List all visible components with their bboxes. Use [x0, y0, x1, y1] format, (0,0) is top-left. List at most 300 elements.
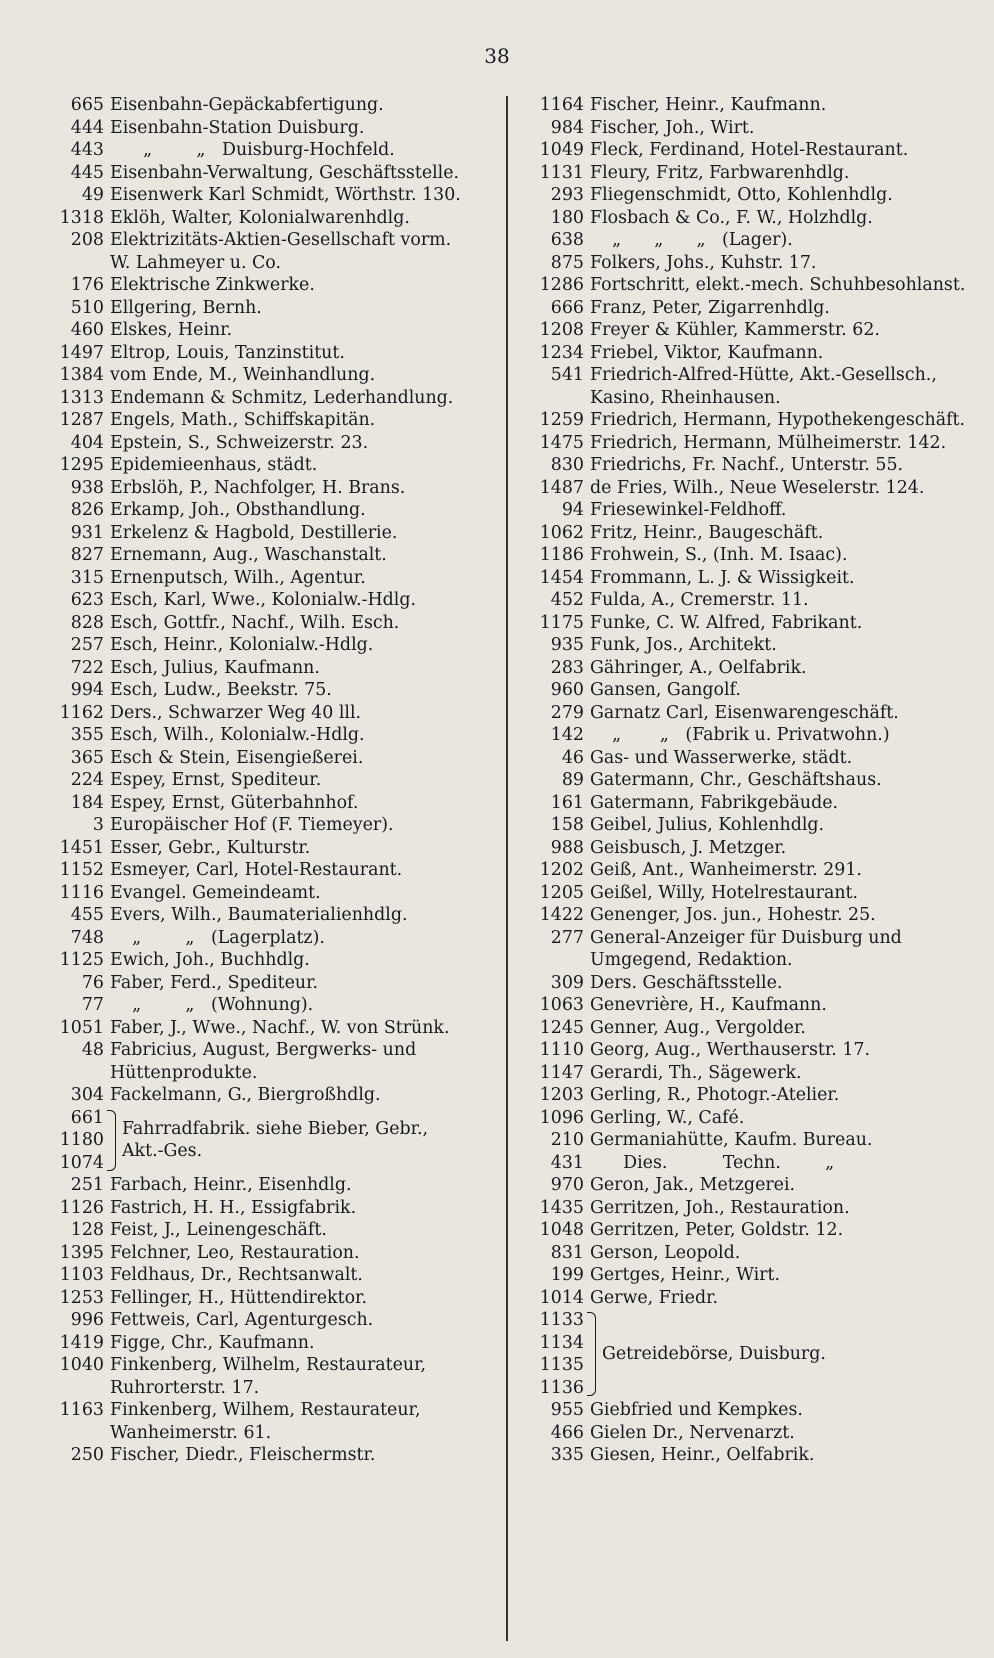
- directory-entry: [520, 814, 965, 837]
- phone-number: 623: [70, 590, 104, 610]
- entry-name: Eklöh, Walter, Kolonialwarenhdlg.: [110, 207, 410, 228]
- directory-entry: [520, 1444, 965, 1467]
- entry-name: de Fries, Wilh., Neue Weselerstr. 124.: [590, 477, 925, 498]
- entry-name: Gerritzen, Peter, Goldstr. 12.: [590, 1220, 844, 1240]
- grouped-phone-numbers: [520, 1309, 584, 1399]
- phone-number: 89: [561, 770, 584, 790]
- directory-entry: [520, 702, 965, 725]
- phone-number: 1186: [539, 545, 584, 565]
- entry-name: Fischer, Heinr., Kaufmann.: [590, 95, 827, 115]
- entry-name: Fleck, Ferdinand, Hotel-Restaurant.: [590, 140, 909, 160]
- directory-entry: [520, 162, 965, 185]
- entry-name: Franz, Peter, Zigarrenhdlg.: [590, 297, 830, 318]
- entry-name: Europäischer Hof (F. Tiemeyer).: [110, 815, 394, 835]
- entry-name: Friedrich, Hermann, Mülheimerstr. 142.: [590, 432, 947, 453]
- entry-name: Fahrradfabrik. siehe Bieber, Gebr.,: [122, 1118, 429, 1139]
- directory-entry: [40, 1354, 495, 1377]
- curly-brace: [107, 1110, 116, 1172]
- entry-name: Fischer, Joh., Wirt.: [590, 117, 755, 138]
- grouped-entry-text: [122, 1118, 428, 1163]
- phone-number: 1203: [539, 1085, 584, 1105]
- directory-entry: [520, 1242, 965, 1265]
- entry-name: Ellgering, Bernh.: [110, 297, 262, 318]
- phone-number: 1014: [539, 1287, 584, 1308]
- phone-number: 1136: [539, 1377, 584, 1398]
- entry-name: Friedrich-Alfred-Hütte, Akt.-Gesellsch.,: [590, 365, 937, 385]
- phone-number: 1134: [539, 1332, 584, 1353]
- phone-number: 335: [550, 1445, 584, 1465]
- phone-number: 199: [550, 1265, 584, 1285]
- phone-number: 1487: [539, 477, 584, 498]
- entry-name: Gähringer, A., Oelfabrik.: [590, 657, 807, 678]
- entry-name: Esch & Stein, Eisengießerei.: [110, 747, 364, 768]
- directory-entry: [520, 297, 965, 320]
- phone-number: 431: [550, 1152, 584, 1173]
- directory-entry: [40, 409, 495, 432]
- phone-number: 444: [70, 117, 104, 138]
- directory-entry: [40, 1399, 495, 1422]
- phone-number: 722: [70, 657, 104, 678]
- phone-number: 827: [70, 545, 104, 565]
- phone-number: 1152: [59, 860, 104, 880]
- directory-entry: [520, 1287, 965, 1310]
- directory-entry: [520, 1129, 965, 1152]
- entry-name: Fritz, Heinr., Baugeschäft.: [590, 522, 824, 543]
- directory-entry: [520, 1197, 965, 1220]
- directory-entry: [520, 567, 965, 590]
- phone-number: 460: [70, 320, 104, 340]
- entry-name: Gatermann, Fabrikgebäude.: [590, 792, 839, 813]
- grouped-entry-text: [602, 1343, 826, 1366]
- phone-number: 279: [550, 702, 584, 723]
- entry-name: Farbach, Heinr., Eisenhdlg.: [110, 1175, 352, 1195]
- phone-number: 184: [70, 792, 104, 813]
- directory-entry: [40, 994, 495, 1017]
- entry-name: Friedrich, Hermann, Hypothekengeschäft.: [590, 410, 965, 430]
- entry-name: Finkenberg, Wilhem, Restaurateur,: [110, 1400, 421, 1420]
- entry-name: Fackelmann, G., Biergroßhdlg.: [110, 1085, 381, 1105]
- entry-name: Germaniahütte, Kaufm. Bureau.: [590, 1130, 873, 1150]
- entry-name: Gas- und Wasserwerke, städt.: [590, 747, 853, 768]
- directory-entry: [40, 319, 495, 342]
- entry-continuation: Hüttenprodukte.: [110, 1062, 258, 1083]
- entry-name: Giesen, Heinr., Oelfabrik.: [590, 1445, 815, 1465]
- entry-name: Geisbusch, J. Metzger.: [590, 837, 787, 858]
- directory-entry: [40, 724, 495, 747]
- entry-name: Gerson, Leopold.: [590, 1242, 741, 1263]
- phone-number: 49: [81, 185, 104, 205]
- directory-entry: [40, 882, 495, 905]
- entry-name: Ders. Geschäftsstelle.: [590, 972, 783, 993]
- phone-number: 1205: [539, 882, 584, 903]
- directory-entry: [520, 1039, 965, 1062]
- entry-name: Evers, Wilh., Baumaterialienhdlg.: [110, 905, 408, 925]
- directory-entry: [520, 139, 965, 162]
- entry-name: Geißel, Willy, Hotelrestaurant.: [590, 882, 859, 903]
- entry-name: Gerardi, Th., Sägewerk.: [590, 1062, 802, 1083]
- phone-number: 1048: [539, 1220, 584, 1240]
- phone-number: 1208: [539, 320, 584, 340]
- entry-name: Gertges, Heinr., Wirt.: [590, 1265, 781, 1285]
- directory-entry: [520, 544, 965, 567]
- phone-number: 1103: [59, 1265, 104, 1285]
- directory-entry: [40, 814, 495, 837]
- phone-number: 142: [550, 725, 584, 745]
- entry-name: Geiß, Ant., Wanheimerstr. 291.: [590, 860, 862, 880]
- phone-number: 1147: [539, 1062, 584, 1083]
- phone-number: 208: [70, 230, 104, 250]
- directory-entry: [40, 634, 495, 657]
- entry-name: Figge, Chr., Kaufmann.: [110, 1332, 315, 1353]
- curly-brace: [587, 1312, 596, 1396]
- entry-name: Frommann, L. J. & Wissigkeit.: [590, 567, 855, 588]
- directory-entry: [520, 994, 965, 1017]
- phone-number: 1422: [539, 905, 584, 925]
- phone-number: 931: [70, 522, 104, 543]
- directory-entry: [40, 342, 495, 365]
- phone-number: 1180: [59, 1130, 104, 1150]
- phone-number: 1175: [539, 612, 584, 633]
- entry-name: Epstein, S., Schweizerstr. 23.: [110, 432, 369, 453]
- grouped-entry: [40, 1107, 495, 1175]
- phone-number: 1162: [59, 702, 104, 723]
- directory-entry: [520, 207, 965, 230]
- directory-entry: [40, 499, 495, 522]
- phone-number: 1131: [539, 162, 584, 183]
- directory-entry: [40, 1264, 495, 1287]
- directory-entry: [40, 612, 495, 635]
- directory-entry: [40, 477, 495, 500]
- entry-name: Getreidebörse, Duisburg.: [602, 1343, 826, 1364]
- entry-name: Genenger, Jos. jun., Hohestr. 25.: [590, 905, 876, 925]
- directory-entry: [520, 612, 965, 635]
- phone-number: 1454: [539, 567, 584, 588]
- phone-number: 277: [550, 927, 584, 948]
- entry-name: Eisenbahn-Gepäckabfertigung.: [110, 95, 384, 115]
- entry-name: Fliegenschmidt, Otto, Kohlenhdlg.: [590, 185, 893, 205]
- phone-number: 365: [70, 747, 104, 768]
- phone-number: 1259: [539, 410, 584, 430]
- phone-number: 257: [70, 635, 104, 655]
- directory-entry: [40, 949, 495, 972]
- phone-number: 293: [550, 185, 584, 205]
- phone-number: 831: [550, 1242, 584, 1263]
- entry-name: Akt.-Ges.: [122, 1141, 203, 1162]
- directory-entry: [520, 342, 965, 365]
- grouped-entry: [520, 1309, 965, 1399]
- phone-number: 1133: [539, 1310, 584, 1330]
- phone-number: 996: [70, 1310, 104, 1330]
- phone-number: 1040: [59, 1355, 104, 1375]
- entry-name: Eisenbahn-Station Duisburg.: [110, 117, 365, 138]
- entry-name: Esmeyer, Carl, Hotel-Restaurant.: [110, 860, 403, 880]
- entry-continuation: W. Lahmeyer u. Co.: [110, 252, 282, 273]
- phone-number: 1116: [59, 882, 104, 903]
- phone-number: 1451: [59, 837, 104, 858]
- directory-entry: [520, 499, 965, 522]
- phone-number: 935: [550, 635, 584, 655]
- directory-entry: [520, 1107, 965, 1130]
- entry-name: Fortschritt, elekt.-mech. Schuhbesohlanst.: [590, 275, 965, 295]
- entry-name: Esch, Ludw., Beekstr. 75.: [110, 680, 332, 700]
- directory-entry: [40, 139, 495, 162]
- entry-name: Erkelenz & Hagbold, Destillerie.: [110, 522, 398, 543]
- phone-number: 970: [550, 1175, 584, 1195]
- phone-number: 1435: [539, 1197, 584, 1218]
- directory-entry: [520, 1422, 965, 1445]
- directory-entry: [40, 972, 495, 995]
- entry-name: Gansen, Gangolf.: [590, 680, 741, 700]
- phone-number: 315: [70, 567, 104, 588]
- phone-number: 443: [70, 140, 104, 160]
- phone-number: 1051: [59, 1017, 104, 1038]
- phone-number: 161: [550, 792, 584, 813]
- directory-entry: [520, 477, 965, 500]
- phone-number: 309: [550, 972, 584, 993]
- entry-name: Espey, Ernst, Güterbahnhof.: [110, 792, 359, 813]
- phone-number: 826: [70, 500, 104, 520]
- entry-name: Flosbach & Co., F. W., Holzhdlg.: [590, 207, 873, 228]
- grouped-phone-numbers: [40, 1107, 104, 1175]
- phone-number: 1063: [539, 995, 584, 1015]
- phone-number: 1164: [539, 95, 584, 115]
- directory-entry: [40, 747, 495, 770]
- phone-number: 665: [70, 95, 104, 115]
- directory-entry: [40, 702, 495, 725]
- phone-number: 510: [70, 297, 104, 318]
- directory-entry: [40, 297, 495, 320]
- phone-number: 1313: [59, 387, 104, 408]
- phone-number: 1497: [59, 342, 104, 363]
- entry-name: Eisenbahn-Verwaltung, Geschäftsstelle.: [110, 162, 460, 183]
- phone-number: 1062: [539, 522, 584, 543]
- phone-number: 1074: [59, 1152, 104, 1173]
- directory-column-right: [520, 94, 965, 1467]
- phone-number: 452: [550, 590, 584, 610]
- directory-entry: [40, 589, 495, 612]
- entry-name: Funk, Jos., Architekt.: [590, 635, 777, 655]
- entry-name: Gatermann, Chr., Geschäftshaus.: [590, 770, 882, 790]
- entry-name: Geibel, Julius, Kohlenhdlg.: [590, 815, 825, 835]
- entry-name: Gielen Dr., Nervenarzt.: [590, 1422, 795, 1443]
- entry-name: Frohwein, S., (Inh. M. Isaac).: [590, 545, 848, 565]
- directory-entry: [520, 904, 965, 927]
- directory-entry: [520, 94, 965, 117]
- phone-number: 224: [70, 770, 104, 790]
- entry-name: Ernemann, Aug., Waschanstalt.: [110, 545, 387, 565]
- directory-entry: [520, 1062, 965, 1085]
- phone-number: 76: [81, 972, 104, 993]
- entry-name: Fellinger, H., Hüttendirektor.: [110, 1287, 367, 1308]
- phone-number: 1287: [59, 410, 104, 430]
- directory-entry: [520, 1152, 965, 1175]
- entry-name: Gerling, W., Café.: [590, 1107, 745, 1128]
- entry-name: Fulda, A., Cremerstr. 11.: [590, 590, 809, 610]
- entry-name: Faber, J., Wwe., Nachf., W. von Strünk.: [110, 1017, 450, 1038]
- phone-number: 1384: [59, 365, 104, 385]
- entry-name: Garnatz Carl, Eisenwarengeschäft.: [590, 702, 899, 723]
- directory-entry: [40, 229, 495, 252]
- directory-entry: [520, 252, 965, 275]
- phone-number: 466: [550, 1422, 584, 1443]
- entry-name: Friesewinkel-Feldhoff.: [590, 500, 787, 520]
- entry-name: Espey, Ernst, Spediteur.: [110, 770, 322, 790]
- entry-name: Gerwe, Friedr.: [590, 1287, 719, 1308]
- directory-entry: [520, 1017, 965, 1040]
- entry-name: „ „ „ (Lager).: [590, 230, 793, 250]
- entry-name: Georg, Aug., Werthauserstr. 17.: [590, 1040, 871, 1060]
- phone-number: 304: [70, 1085, 104, 1105]
- directory-entry: [520, 882, 965, 905]
- phone-number: 1234: [539, 342, 584, 363]
- entry-name: Fastrich, H. H., Essigfabrik.: [110, 1197, 357, 1218]
- phone-number: 984: [550, 117, 584, 138]
- entry-name: „ „ (Lagerplatz).: [110, 927, 325, 948]
- phone-number: 1419: [59, 1332, 104, 1353]
- directory-entry: [520, 679, 965, 702]
- directory-entry: [40, 184, 495, 207]
- entry-name: Erkamp, Joh., Obsthandlung.: [110, 500, 366, 520]
- directory-entry: [40, 567, 495, 590]
- entry-name: „ „ Duisburg-Hochfeld.: [110, 140, 395, 160]
- directory-entry: [520, 769, 965, 792]
- directory-entry: [40, 117, 495, 140]
- entry-name: Dies. Techn. „: [590, 1152, 835, 1173]
- entry-name: Ewich, Joh., Buchhdlg.: [110, 950, 310, 970]
- phone-number: 46: [561, 747, 584, 768]
- entry-name: vom Ende, M., Weinhandlung.: [110, 365, 376, 385]
- entry-name: Friebel, Viktor, Kaufmann.: [590, 342, 824, 363]
- entry-name: Felchner, Leo, Restauration.: [110, 1242, 360, 1263]
- entry-name: Elektrizitäts-Aktien-Gesellschaft vorm.: [110, 230, 452, 250]
- entry-name: Esch, Heinr., Kolonialw.-Hdlg.: [110, 635, 374, 655]
- phone-number: 661: [70, 1107, 104, 1128]
- phone-number: 404: [70, 432, 104, 453]
- directory-entry: [40, 1017, 495, 1040]
- entry-name: „ „ (Fabrik u. Privatwohn.): [590, 725, 890, 745]
- directory-entry: [520, 927, 965, 950]
- directory-entry: [40, 207, 495, 230]
- phone-number: 960: [550, 680, 584, 700]
- directory-entry: [40, 1444, 495, 1467]
- phone-number: 455: [70, 905, 104, 925]
- phone-number: 355: [70, 725, 104, 745]
- phone-number: 666: [550, 297, 584, 318]
- directory-entry: [40, 544, 495, 567]
- directory-entry: [40, 387, 495, 410]
- phone-number: 1126: [59, 1197, 104, 1218]
- entry-name: Fabricius, August, Bergwerks- und: [110, 1040, 417, 1060]
- entry-name: Funke, C. W. Alfred, Fabrikant.: [590, 612, 863, 633]
- entry-name: Esser, Gebr., Kulturstr.: [110, 837, 311, 858]
- phone-number: 1163: [59, 1400, 104, 1420]
- phone-number: 250: [70, 1445, 104, 1465]
- directory-entry: [40, 904, 495, 927]
- phone-number: 938: [70, 477, 104, 498]
- phone-number: 994: [70, 680, 104, 700]
- entry-name: Giebfried und Kempkes.: [590, 1400, 803, 1420]
- phone-number: 1202: [539, 860, 584, 880]
- directory-entry: [40, 454, 495, 477]
- directory-entry: [40, 1197, 495, 1220]
- phone-number: 180: [550, 207, 584, 228]
- entry-name: Feldhaus, Dr., Rechtsanwalt.: [110, 1265, 363, 1285]
- directory-entry: [520, 724, 965, 747]
- entry-name: Faber, Ferd., Spediteur.: [110, 972, 319, 993]
- directory-entry: [520, 432, 965, 455]
- directory-column-left: [40, 94, 495, 1467]
- entry-name: Folkers, Johs., Kuhstr. 17.: [590, 252, 817, 273]
- entry-name: Freyer & Kühler, Kammerstr. 62.: [590, 320, 880, 340]
- phone-number: 48: [81, 1040, 104, 1060]
- entry-name: Endemann & Schmitz, Lederhandlung.: [110, 387, 454, 408]
- phone-number: 210: [550, 1130, 584, 1150]
- phone-number: 445: [70, 162, 104, 183]
- phone-number: 176: [70, 275, 104, 295]
- directory-entry: [40, 1219, 495, 1242]
- directory-entry: [520, 859, 965, 882]
- phone-number: 128: [70, 1220, 104, 1240]
- entry-name: Epidemieenhaus, städt.: [110, 455, 318, 475]
- directory-entry: [520, 1264, 965, 1287]
- phone-number: 1395: [59, 1242, 104, 1263]
- directory-entry: [520, 634, 965, 657]
- directory-entry: [520, 1219, 965, 1242]
- phone-number: 1286: [539, 275, 584, 295]
- phone-number: 541: [550, 365, 584, 385]
- phone-number: 1475: [539, 432, 584, 453]
- entry-name: Esch, Wilh., Kolonialw.-Hdlg.: [110, 725, 365, 745]
- directory-entry: [520, 1174, 965, 1197]
- entry-name: Elektrische Zinkwerke.: [110, 275, 315, 295]
- directory-entry: [520, 184, 965, 207]
- phone-number: 1135: [539, 1355, 584, 1375]
- directory-entry: [40, 927, 495, 950]
- directory-entry: [520, 747, 965, 770]
- directory-entry: [520, 454, 965, 477]
- directory-entry: [520, 1084, 965, 1107]
- directory-entry: [40, 1174, 495, 1197]
- directory-entry: [40, 522, 495, 545]
- directory-entry: [520, 1399, 965, 1422]
- entry-name: Engels, Math., Schiffskapitän.: [110, 410, 376, 430]
- directory-entry: [40, 274, 495, 297]
- entry-name: Feist, J., Leinengeschäft.: [110, 1220, 327, 1240]
- directory-entry: [520, 274, 965, 297]
- entry-name: Geron, Jak., Metzgerei.: [590, 1175, 796, 1195]
- directory-entry: [40, 1332, 495, 1355]
- entry-name: Genevrière, H., Kaufmann.: [590, 995, 827, 1015]
- directory-entry: [520, 972, 965, 995]
- directory-entry: [40, 837, 495, 860]
- entry-name: Evangel. Gemeindeamt.: [110, 882, 321, 903]
- entry-name: General-Anzeiger für Duisburg und: [590, 927, 902, 948]
- entry-name: Ernenputsch, Wilh., Agentur.: [110, 567, 366, 588]
- directory-entry: [520, 522, 965, 545]
- directory-entry: [520, 229, 965, 252]
- phone-number: 875: [550, 252, 584, 273]
- phone-number: 1318: [59, 207, 104, 228]
- phone-number: 1125: [59, 950, 104, 970]
- directory-entry: [40, 1309, 495, 1332]
- entry-name: Fettweis, Carl, Agenturgesch.: [110, 1310, 374, 1330]
- phone-number: 828: [70, 612, 104, 633]
- directory-entry: [40, 657, 495, 680]
- directory-entry: [520, 364, 965, 387]
- directory-entry: [40, 769, 495, 792]
- phone-number: 283: [550, 657, 584, 678]
- directory-entry: [520, 319, 965, 342]
